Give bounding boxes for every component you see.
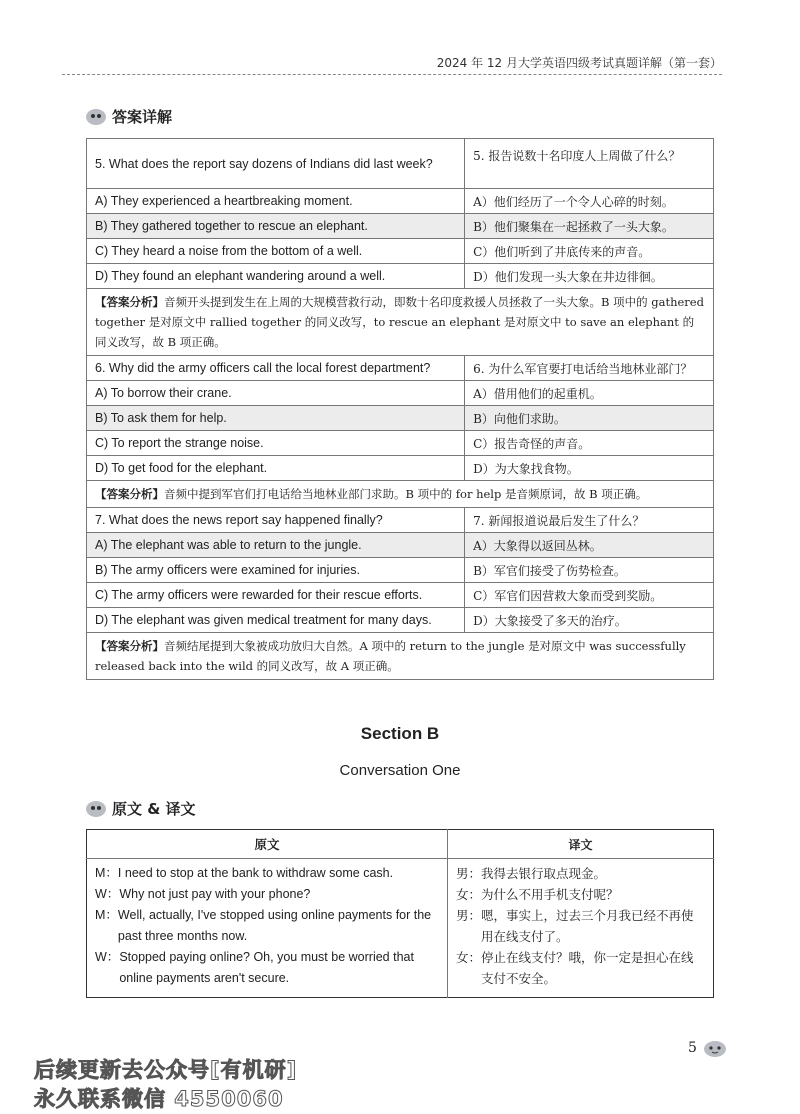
speaker: 女： [456,950,482,965]
question-en: 7. What does the news report say happened finally? [87,508,465,533]
transcript-table [86,829,714,998]
speaker: M： [95,866,118,880]
option-en: D) They found an elephant wandering around a well. [87,264,465,289]
answer-section-heading [86,106,172,127]
mascot-icon [86,109,106,125]
option-en: A) To borrow their crane. [87,381,465,406]
utterance: I need to stop at the bank to withdraw some cash. [117,866,394,880]
option-en: D) To get food for the elephant. [87,456,465,481]
speaker: M： [95,908,118,922]
answer-section-title: 答案详解 [112,108,173,126]
analysis-text: 音频中提到军官们打电话给当地林业部门求助。B 项中的 for help 是音频原词，故 B 项正确。 [164,487,648,501]
option-en: C) The army officers were rewarded for their rescue efforts. [87,583,465,608]
option-row [87,381,714,406]
option-row-correct [87,533,714,558]
utterance: Stopped paying online? Oh, you must be worried that online payments aren't secure. [119,950,414,985]
option-row [87,431,714,456]
option-en: B) To ask them for help. [87,406,465,431]
option-row [87,608,714,633]
analysis-text: 音频开头提到发生在上周的大规模营救行动，即数十名印度救援人员拯救了一头大象。B 项中的 gathered together 是对原文中 rallied together 的同义改写，to rescue an elephant 是对原文中 to save an elephant 的同义改写，故 B 项正确。 [95,295,704,349]
dialogue-line [456,947,705,989]
section-b-title: Section B [360,724,440,743]
option-zh: B）他们聚集在一起拯救了一头大象。 [465,214,714,239]
option-row [87,189,714,214]
option-en: B) They gathered together to rescue an elephant. [87,214,465,239]
utterance: Well, actually, I've stopped using online payments for the past three months now. [117,908,432,943]
page-number: 5 [688,1040,697,1056]
option-row-correct [87,406,714,431]
utterance: 停止在线支付？哦，你一定是担心在线支付不安全。 [481,950,694,986]
column-header-original: 原文 [87,830,448,859]
option-en: B) The army officers were examined for injuries. [87,558,465,583]
analysis-text: 音频结尾提到大象被成功放归大自然。A 项中的 return to the jungle 是对原文中 was successfully released back into the wild 的同义改写，故 A 项正确。 [95,639,686,673]
option-zh: B）军官们接受了伤势检查。 [465,558,714,583]
answer-table [86,138,714,680]
mascot-icon [86,801,106,817]
utterance: 我得去银行取点现金。 [481,866,607,881]
speaker: 男： [456,866,482,881]
option-zh: D）大象接受了多天的治疗。 [465,608,714,633]
transcript-section-title: 原文 & 译文 [112,800,196,818]
option-zh: A）借用他们的起重机。 [465,381,714,406]
speaker: 女： [456,887,482,902]
option-zh: D）他们发现一头大象在井边徘徊。 [465,264,714,289]
option-zh: C）他们听到了井底传来的声音。 [465,239,714,264]
watermark-line-1: 后续更新去公众号[有机研] [34,1058,298,1082]
running-header: 2024 年 12 月大学英语四级考试真题详解（第一套） [436,56,722,70]
option-en: C) They heard a noise from the bottom of a well. [87,239,465,264]
analysis-label: 【答案分析】 [95,487,164,501]
analysis-label: 【答案分析】 [95,295,164,309]
dialogue-line [95,905,439,947]
analysis-row [87,481,714,508]
option-zh: B）向他们求助。 [465,406,714,431]
speaker: W： [95,887,120,901]
dialogue-line [95,863,439,884]
question-row [87,508,714,533]
speaker: W： [95,950,120,964]
utterance: 为什么不用手机支付呢？ [481,887,619,902]
analysis-row [87,289,714,356]
question-row [87,356,714,381]
column-header-translation: 译文 [448,830,714,859]
watermark-line-2: 永久联系微信 4550060 [34,1087,284,1111]
analysis-row [87,633,714,680]
option-zh: C）军官们因营救大象而受到奖励。 [465,583,714,608]
option-en: A) They experienced a heartbreaking moment. [87,189,465,214]
option-en: A) The elephant was able to return to the jungle. [87,533,465,558]
option-en: C) To report the strange noise. [87,431,465,456]
conversation-title: Conversation One [339,762,461,779]
option-row [87,558,714,583]
option-zh: C）报告奇怪的声音。 [465,431,714,456]
option-en: D) The elephant was given medical treatment for many days. [87,608,465,633]
dialogue-line [95,884,439,905]
dialogue-line [456,863,705,884]
dialogue-line [456,884,705,905]
utterance: Why not just pay with your phone? [119,887,311,901]
transcript-translation [448,859,714,998]
dialogue-line [95,947,439,989]
option-zh: A）他们经历了一个令人心碎的时刻。 [465,189,714,214]
transcript-section-heading [86,798,196,819]
transcript-original [87,859,448,998]
question-zh: 5. 报告说数十名印度人上周做了什么？ [465,139,714,189]
option-row [87,239,714,264]
mascot-icon [703,1038,727,1058]
option-row-correct [87,214,714,239]
dialogue-line [456,905,705,947]
analysis-label: 【答案分析】 [95,639,164,653]
speaker: 男： [456,908,482,923]
option-row [87,264,714,289]
question-zh: 6. 为什么军官要打电话给当地林业部门？ [465,356,714,381]
question-zh: 7. 新闻报道说最后发生了什么？ [465,508,714,533]
question-row [87,139,714,189]
option-row [87,456,714,481]
question-en: 6. Why did the army officers call the local forest department? [87,356,465,381]
option-zh: A）大象得以返回丛林。 [465,533,714,558]
header-divider [62,74,722,75]
question-en: 5. What does the report say dozens of Indians did last week? [87,139,465,189]
option-row [87,583,714,608]
utterance: 嗯，事实上，过去三个月我已经不再使用在线支付了。 [481,908,694,944]
option-zh: D）为大象找食物。 [465,456,714,481]
